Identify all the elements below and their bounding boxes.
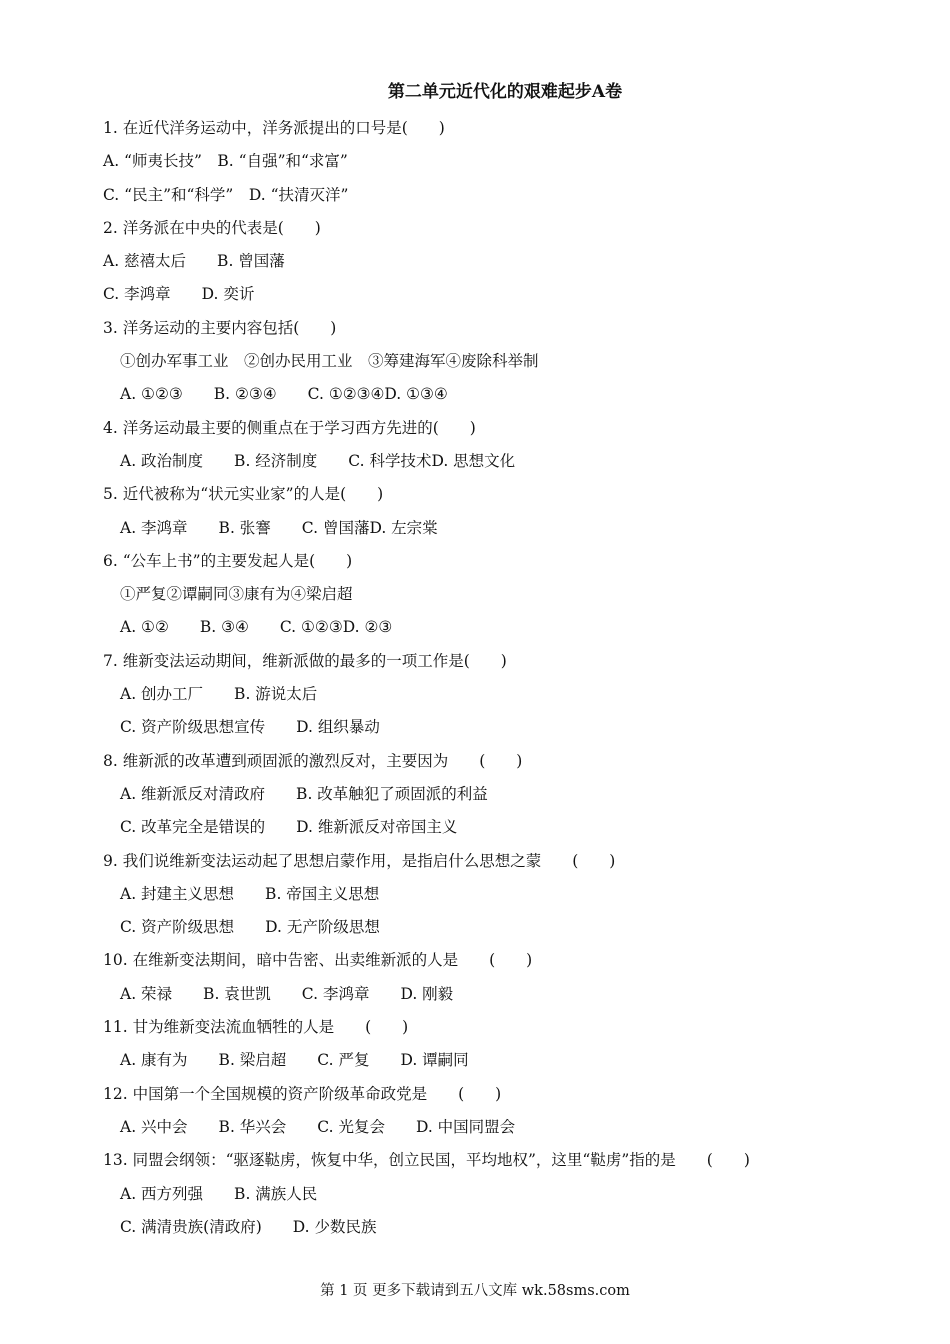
- question-line: C. “民主”和“科学” D. “扶清灭洋”: [103, 185, 349, 204]
- question-line: A. “师夷长技” B. “自强”和“求富”: [103, 152, 348, 171]
- answer-options-line: A. 兴中会 B. 华兴会 C. 光复会 D. 中国同盟会: [120, 1117, 516, 1136]
- question-line: 1. 在近代洋务运动中，洋务派提出的口号是( ): [103, 119, 445, 137]
- answer-options-line: ①创办军事工业 ②创办民用工业 ③筹建海军④废除科举制: [120, 352, 539, 371]
- question-line: 12. 中国第一个全国规模的资产阶级革命政党是 ( ): [103, 1084, 502, 1103]
- question-line: 2. 洋务派在中央的代表是( ): [103, 218, 321, 237]
- answer-options-line: C. 满清贵族(清政府) D. 少数民族: [120, 1217, 377, 1236]
- answer-options-line: C. 改革完全是错误的 D. 维新派反对帝国主义: [120, 818, 458, 837]
- answer-options-line: A. 李鸿章 B. 张謇 C. 曾国藩D. 左宗棠: [120, 518, 438, 537]
- answer-options-line: A. 政治制度 B. 经济制度 C. 科学技术D. 思想文化: [120, 451, 516, 470]
- answer-options-line: A. 康有为 B. 梁启超 C. 严复 D. 谭嗣同: [120, 1051, 469, 1070]
- answer-options-line: A. ①② B. ③④ C. ①②③D. ②③: [120, 618, 393, 637]
- answer-options-line: C. 资产阶级思想 D. 无产阶级思想: [120, 918, 380, 937]
- answer-options-line: C. 资产阶级思想宣传 D. 组织暴动: [120, 718, 380, 737]
- answer-options-line: ①严复②谭嗣同③康有为④梁启超: [120, 585, 353, 604]
- answer-options-line: A. 西方列强 B. 满族人民: [120, 1184, 318, 1203]
- answer-options-line: A. 荣禄 B. 袁世凯 C. 李鸿章 D. 刚毅: [120, 984, 454, 1003]
- question-list: [103, 115, 903, 1247]
- answer-options-line: A. 创办工厂 B. 游说太后: [120, 685, 318, 704]
- answer-options-line: A. 封建主义思想 B. 帝国主义思想: [120, 884, 380, 903]
- question-line: 13. 同盟会纲领：“驱逐鞑虏，恢复中华，创立民国，平均地权”，这里“鞑虏”指的是 ( ): [103, 1151, 750, 1170]
- question-line: 7. 维新变法运动期间，维新派做的最多的一项工作是( ): [103, 651, 507, 670]
- question-line: 4. 洋务运动最主要的侧重点在于学习西方先进的( ): [103, 418, 476, 437]
- question-line: 9. 我们说维新变法运动起了思想启蒙作用，是指启什么思想之蒙 ( ): [103, 851, 616, 870]
- document-title: 第二单元近代化的艰难起步A卷: [387, 82, 623, 102]
- question-line: 3. 洋务运动的主要内容包括( ): [103, 318, 337, 337]
- answer-options-line: A. ①②③ B. ②③④ C. ①②③④D. ①③④: [120, 385, 448, 404]
- question-line: 11. 甘为维新变法流血牺牲的人是 ( ): [103, 1018, 409, 1037]
- question-line: C. 李鸿章 D. 奕䜣: [103, 285, 255, 304]
- page-footer: 第 1 页 更多下载请到五八文库 wk.58sms.com: [320, 1283, 630, 1299]
- question-line: 8. 维新派的改革遭到顽固派的激烈反对，主要因为 ( ): [103, 751, 523, 770]
- question-line: 6. “公车上书”的主要发起人是( ): [103, 551, 353, 570]
- question-line: A. 慈禧太后 B. 曾国藩: [103, 252, 285, 271]
- answer-options-line: A. 维新派反对清政府 B. 改革触犯了顽固派的利益: [120, 784, 488, 803]
- question-line: 5. 近代被称为“状元实业家”的人是( ): [103, 485, 384, 504]
- question-line: 10. 在维新变法期间，暗中告密、出卖维新派的人是 ( ): [103, 951, 533, 970]
